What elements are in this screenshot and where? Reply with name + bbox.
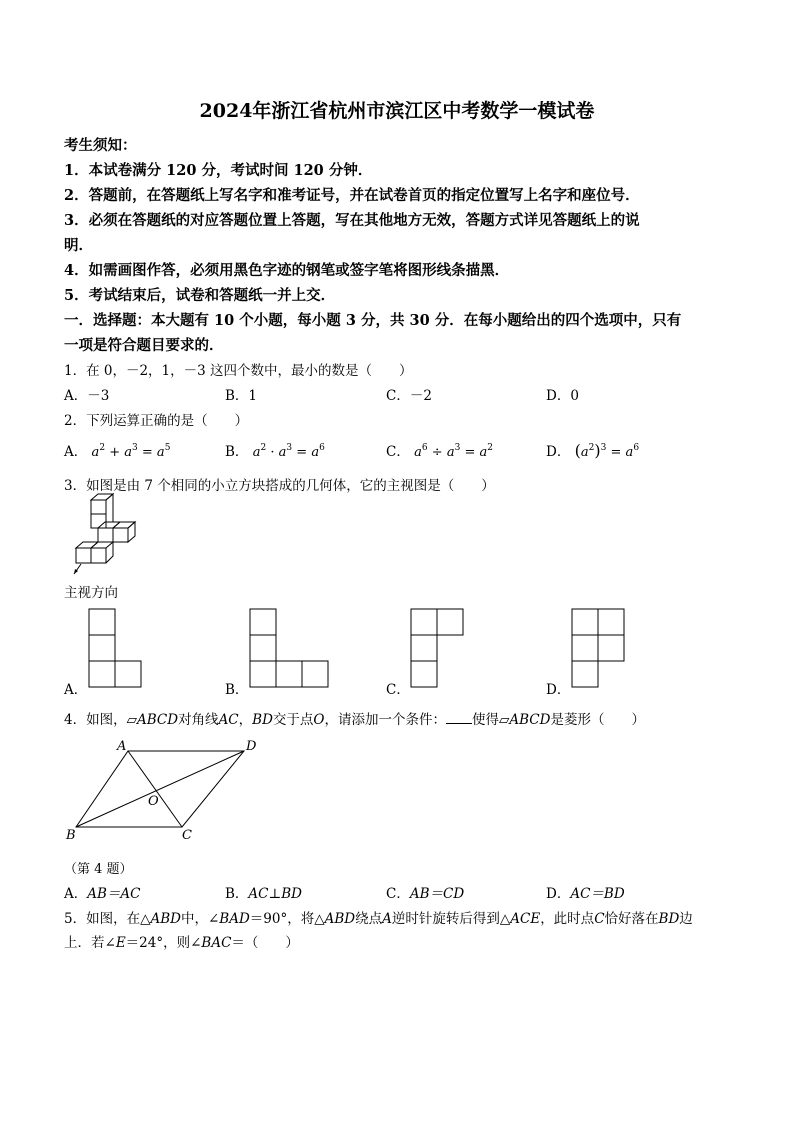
point-label-o: O — [148, 794, 159, 809]
q1-option-c: C．－2 — [386, 388, 432, 404]
notice-item-1: 1．本试卷满分 120 分，考试时间 120 分钟． — [64, 162, 373, 179]
notice-item-3-cont: 明． — [64, 237, 93, 254]
q3-option-a-figure — [88, 608, 144, 690]
q4-figure-caption: （第 4 题） — [64, 862, 133, 877]
option-label: B． — [225, 444, 249, 460]
math-expression: $a^2 \cdot a^3 = a^6$ — [252, 443, 325, 460]
point-label-b: B — [66, 828, 76, 843]
q3-option-c-figure — [410, 608, 466, 690]
math-expression: $(a^2)^3 = a^6$ — [574, 441, 640, 460]
q2-option-a — [64, 440, 170, 460]
page-title: 2024年浙江省杭州市滨江区中考数学一模试卷 — [199, 100, 595, 122]
q3-option-d-figure — [571, 608, 627, 690]
q3-direction-label: 主视方向 — [64, 585, 118, 601]
q4-option-d: D．AC＝BD — [546, 886, 625, 902]
q3-option-b-figure — [249, 608, 331, 690]
question-1-stem: 1．在 0，－2，1，－3 这四个数中，最小的数是（ ） — [64, 363, 413, 379]
option-label: D． — [546, 444, 571, 460]
q1-option-a: A．－3 — [64, 388, 110, 404]
q4-option-c: C．AB＝CD — [386, 886, 465, 902]
section-1-header-cont: 一项是符合题目要求的． — [64, 337, 224, 354]
math-expression: $a^6 \div a^3 = a^2$ — [414, 443, 494, 460]
question-5-stem: 5．如图，在△ABD中，∠BAD＝90°，将△ABD绕点A逆时针旋转后得到△ACE，此时点C恰好落在BD边 — [64, 911, 693, 927]
point-label-d: D — [246, 739, 257, 754]
section-1-header: 一．选择题：本大题有 10 个小题，每小题 3 分，共 30 分．在每小题给出的四个选项中，只有 — [64, 312, 682, 329]
point-label-a: A — [117, 739, 127, 754]
option-label: C． — [386, 444, 410, 460]
q3-option-d-label: D． — [546, 682, 571, 698]
q2-option-c — [386, 440, 493, 460]
notice-item-5: 5．考试结束后，试卷和答题纸一并上交． — [64, 287, 336, 304]
question-5-stem-cont: 上．若∠E＝24°，则∠BAC＝（ ） — [64, 935, 299, 951]
q4-parallelogram-figure — [64, 738, 274, 844]
notice-heading: 考生须知： — [64, 137, 137, 154]
q4-option-b: B．AC⊥BD — [225, 886, 302, 902]
question-4-stem: 4．如图，▱ABCD对角线AC，BD交于点O，请添加一个条件： 使得▱ABCD是菱形（ ） — [64, 712, 645, 728]
q2-option-b — [225, 440, 325, 460]
math-expression: $a^2 + a^3 = a^5$ — [91, 443, 171, 460]
q2-option-d — [546, 440, 639, 460]
notice-item-3: 3．必须在答题纸的对应答题位置上答题，写在其他地方无效，答题方式详见答题纸上的说 — [64, 212, 640, 229]
q3-option-b-label: B． — [225, 682, 249, 698]
q1-option-d: D．0 — [546, 388, 579, 404]
q4-option-a: A．AB＝AC — [64, 886, 141, 902]
answer-blank — [446, 711, 472, 724]
option-label: A． — [64, 444, 88, 460]
q3-cube-figure — [70, 494, 140, 578]
notice-item-2: 2．答题前，在答题纸上写名字和准考证号，并在试卷首页的指定位置写上名字和座位号． — [64, 187, 640, 204]
q3-option-a-label: A． — [64, 682, 88, 698]
notice-item-4: 4．如需画图作答，必须用黑色字迹的钢笔或签字笔将图形线条描黑． — [64, 262, 510, 279]
q1-option-b: B．1 — [225, 388, 258, 404]
point-label-c: C — [182, 828, 192, 843]
question-3-stem: 3．如图是由 7 个相同的小立方块搭成的几何体，它的主视图是（ ） — [64, 478, 495, 494]
q3-option-c-label: C． — [386, 682, 410, 698]
question-2-stem: 2．下列运算正确的是（ ） — [64, 413, 249, 429]
